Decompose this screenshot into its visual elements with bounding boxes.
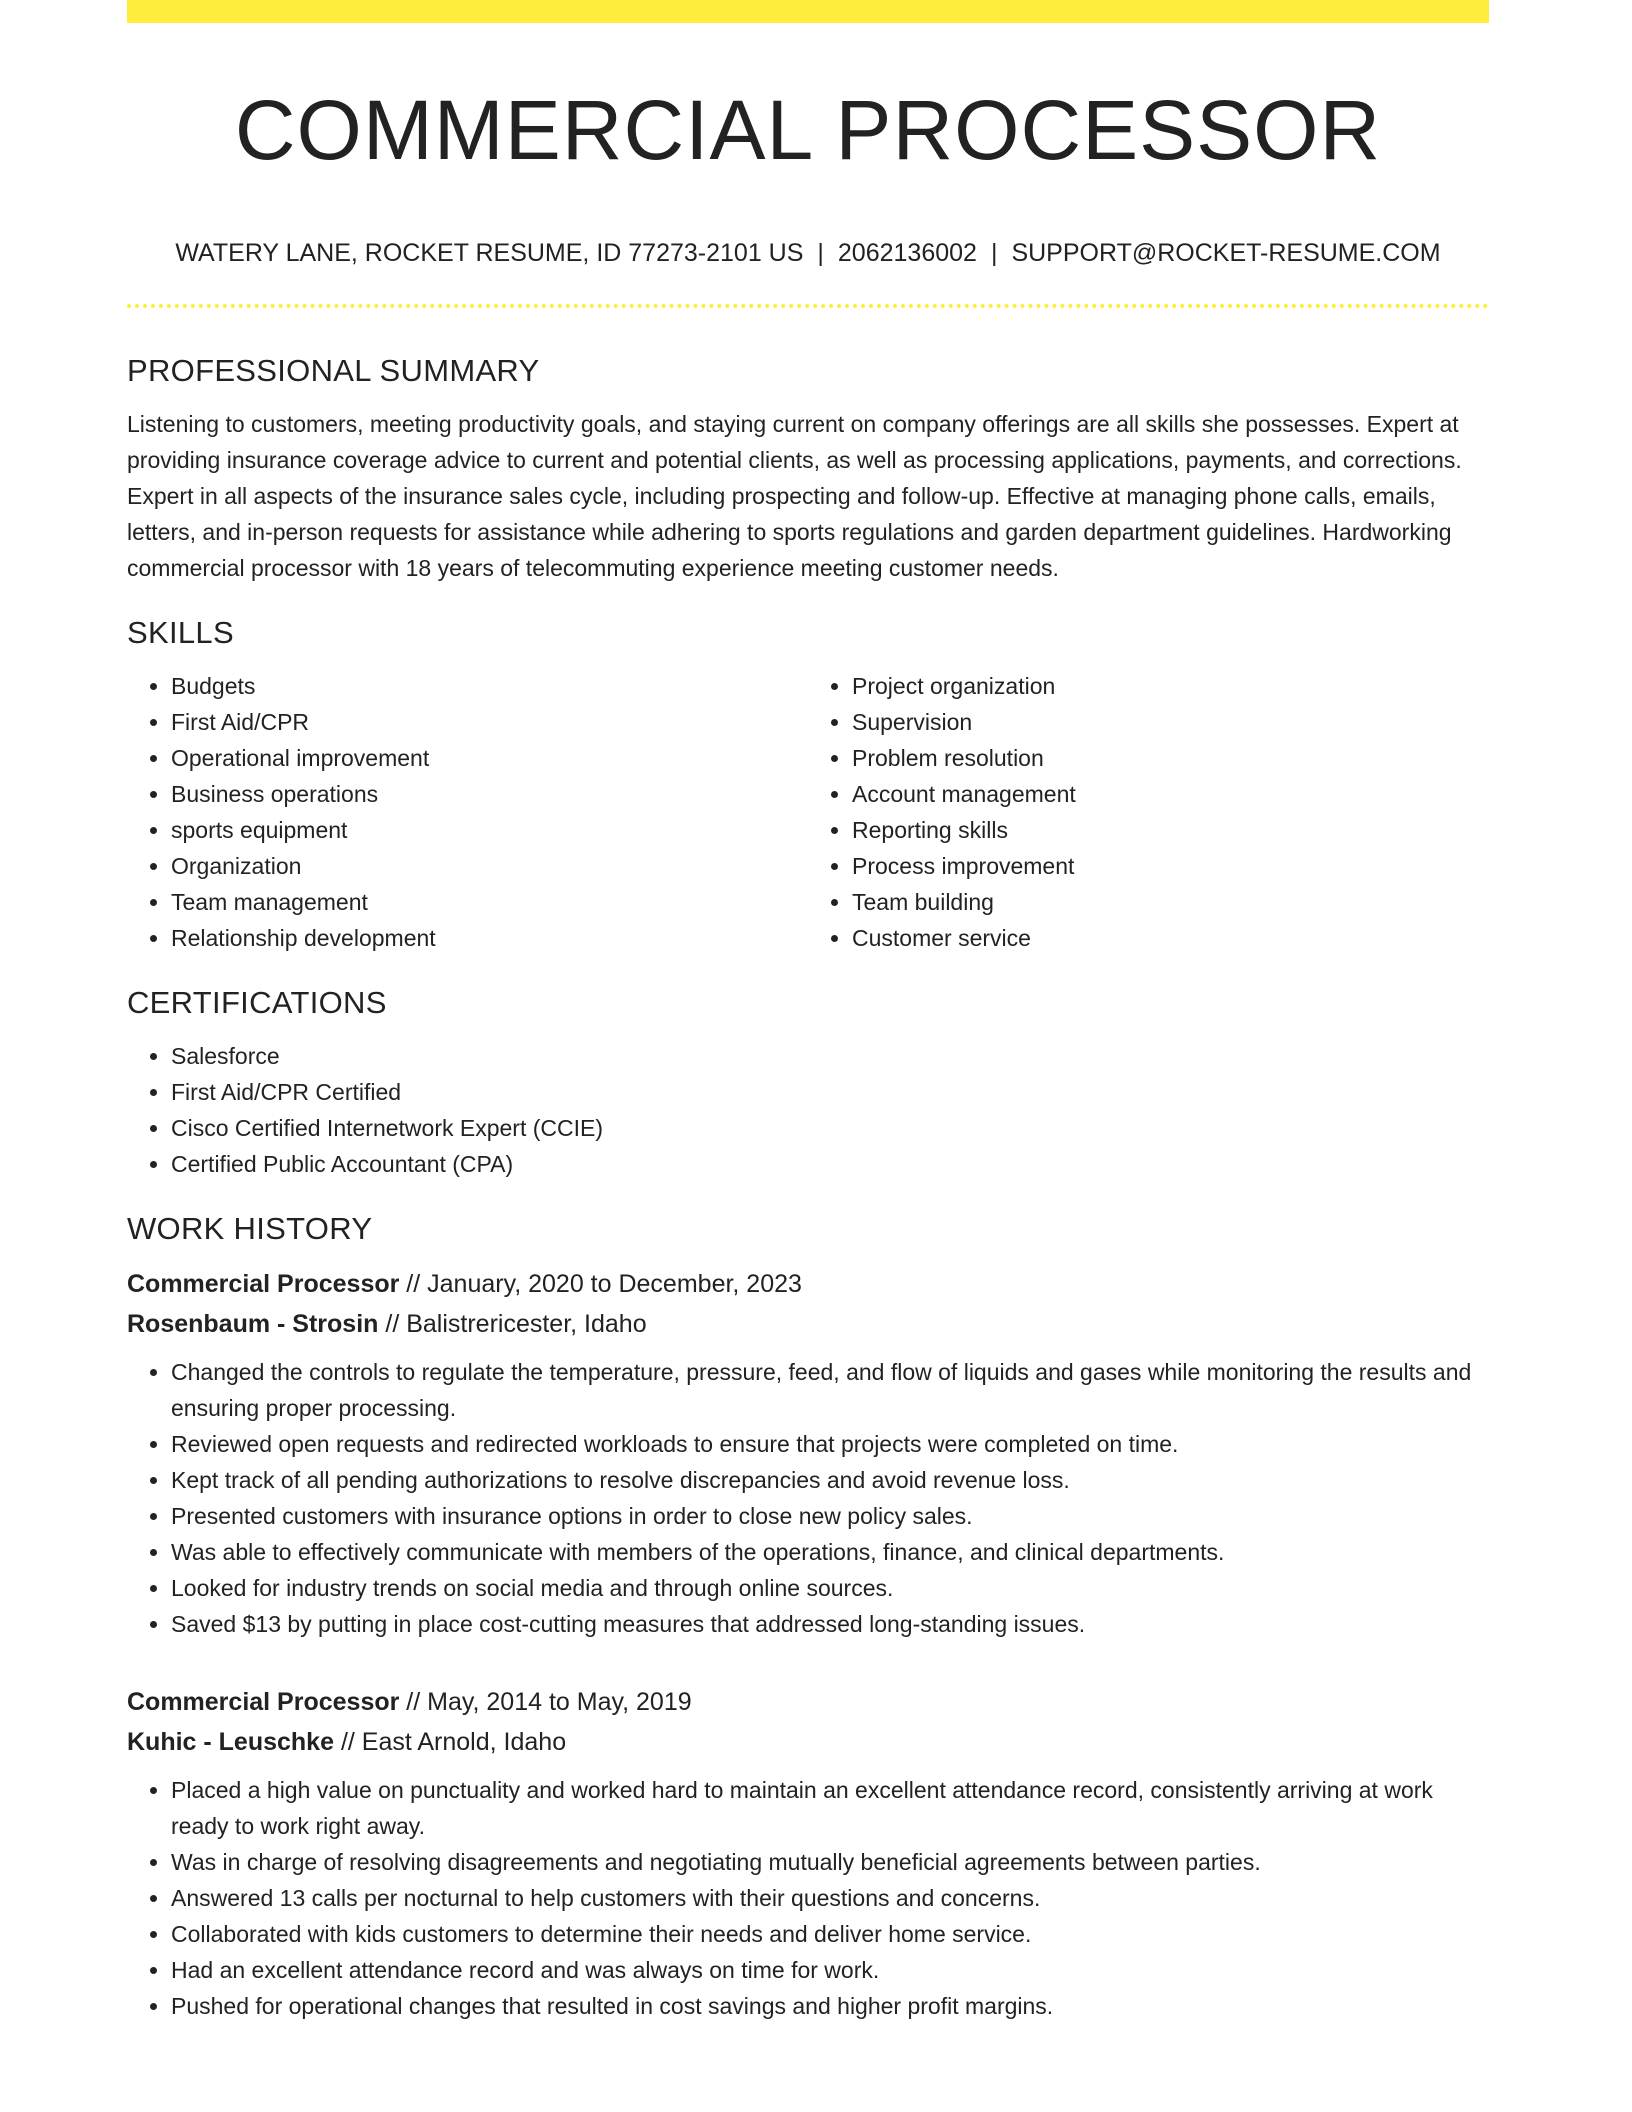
skills-left-list bbox=[127, 668, 808, 956]
job-title-line bbox=[127, 1264, 1489, 1304]
skill-item: • Business operations bbox=[171, 776, 808, 812]
skills-right-list bbox=[808, 668, 1489, 956]
job-bullet: • Presented customers with insurance options in order to close new policy sales. bbox=[171, 1498, 1489, 1534]
job-bullet: • Changed the controls to regulate the temperature, pressure, feed, and flow of liquids and gases while monitoring the results and ensuring proper processing. bbox=[171, 1354, 1489, 1426]
job-bullet: • Collaborated with kids customers to determine their needs and deliver home service. bbox=[171, 1916, 1489, 1952]
certifications-list bbox=[127, 1038, 1489, 1182]
job-entry bbox=[127, 1264, 1489, 1642]
certification-item: • Salesforce bbox=[171, 1038, 1489, 1074]
skill-item: • Operational improvement bbox=[171, 740, 808, 776]
summary-text: Listening to customers, meeting productivity goals, and staying current on company offerings are all skills she possesses. Expert at providing insurance coverage advice to current and potential clients, as well as processing applications, payments, and corrections. Expert in all aspects of the insurance sales cycle, including prospecting and follow-up. Effective at managing phone calls, emails, letters, and in-person requests for assistance while adhering to sports regulations and garden department guidelines. Hardworking commercial processor with 18 years of telecommuting experience meeting customer needs. bbox=[127, 411, 1462, 581]
job-company-line bbox=[127, 1722, 1489, 1762]
skill-item: • Relationship development bbox=[171, 920, 808, 956]
contact-separator: | bbox=[990, 239, 998, 267]
skill-item: • Organization bbox=[171, 848, 808, 884]
skill-item: • Customer service bbox=[852, 920, 1489, 956]
contact-email: SUPPORT@ROCKET-RESUME.COM bbox=[1011, 239, 1441, 267]
skills-section bbox=[127, 612, 1489, 956]
skill-item: • sports equipment bbox=[171, 812, 808, 848]
job-dates: // May, 2014 to May, 2019 bbox=[399, 1688, 692, 1716]
job-bullet: • Answered 13 calls per nocturnal to help customers with their questions and concerns. bbox=[171, 1880, 1489, 1916]
skill-item: • Budgets bbox=[171, 668, 808, 704]
summary-heading: PROFESSIONAL SUMMARY bbox=[127, 353, 540, 388]
certification-item: • Cisco Certified Internetwork Expert (CCIE) bbox=[171, 1110, 1489, 1146]
job-bullet: • Looked for industry trends on social media and through online sources. bbox=[171, 1570, 1489, 1606]
resume-title: COMMERCIAL PROCESSOR bbox=[234, 83, 1382, 177]
job-company: Kuhic - Leuschke bbox=[127, 1728, 334, 1756]
job-bullet: • Pushed for operational changes that resulted in cost savings and higher profit margins. bbox=[171, 1988, 1489, 2024]
certifications-heading: CERTIFICATIONS bbox=[127, 985, 387, 1020]
contact-phone: 2062136002 bbox=[837, 239, 977, 267]
skill-item: • Process improvement bbox=[852, 848, 1489, 884]
skill-item: • Team building bbox=[852, 884, 1489, 920]
job-bullets bbox=[127, 1772, 1489, 2024]
job-title-line bbox=[127, 1682, 1489, 1722]
job-company: Rosenbaum - Strosin bbox=[127, 1310, 379, 1338]
job-entry bbox=[127, 1682, 1489, 2024]
job-dates: // January, 2020 to December, 2023 bbox=[399, 1270, 802, 1298]
work-history-heading: WORK HISTORY bbox=[127, 1211, 373, 1246]
skills-heading: SKILLS bbox=[127, 615, 234, 650]
top-accent-bar bbox=[127, 0, 1489, 23]
job-bullet: • Reviewed open requests and redirected workloads to ensure that projects were completed on time. bbox=[171, 1426, 1489, 1462]
job-bullets bbox=[127, 1354, 1489, 1642]
contact-line bbox=[127, 233, 1489, 273]
contact-separator: | bbox=[817, 239, 824, 267]
certification-item: • First Aid/CPR Certified bbox=[171, 1074, 1489, 1110]
work-history-section bbox=[127, 1208, 1489, 2024]
job-bullet: • Had an excellent attendance record and was always on time for work. bbox=[171, 1952, 1489, 1988]
certification-item: • Certified Public Accountant (CPA) bbox=[171, 1146, 1489, 1182]
job-location: // Balistrericester, Idaho bbox=[378, 1310, 647, 1338]
job-bullet: • Kept track of all pending authorizations to resolve discrepancies and avoid revenue loss. bbox=[171, 1462, 1489, 1498]
skill-item: • Reporting skills bbox=[852, 812, 1489, 848]
skill-item: • Team management bbox=[171, 884, 808, 920]
resume-content bbox=[127, 350, 1489, 2024]
job-company-line bbox=[127, 1304, 1489, 1344]
skill-item: • Problem resolution bbox=[852, 740, 1489, 776]
skills-columns bbox=[127, 668, 1489, 956]
skill-item: • Supervision bbox=[852, 704, 1489, 740]
dotted-divider bbox=[127, 304, 1489, 308]
job-location: // East Arnold, Idaho bbox=[334, 1728, 567, 1756]
job-bullet: • Placed a high value on punctuality and worked hard to maintain an excellent attendance record, consistently arriving at work ready to work right away. bbox=[171, 1772, 1489, 1844]
skill-item: • First Aid/CPR bbox=[171, 704, 808, 740]
contact-address: WATERY LANE, ROCKET RESUME, ID 77273-2101 US bbox=[175, 239, 804, 267]
summary-section bbox=[127, 350, 1489, 586]
job-bullet: • Was able to effectively communicate with members of the operations, finance, and clinical departments. bbox=[171, 1534, 1489, 1570]
skill-item: • Account management bbox=[852, 776, 1489, 812]
certifications-section bbox=[127, 982, 1489, 1182]
job-bullet: • Was in charge of resolving disagreements and negotiating mutually beneficial agreements between parties. bbox=[171, 1844, 1489, 1880]
job-bullet: • Saved $13 by putting in place cost-cutting measures that addressed long-standing issues. bbox=[171, 1606, 1489, 1642]
job-title: Commercial Processor bbox=[127, 1270, 400, 1298]
job-title: Commercial Processor bbox=[127, 1688, 400, 1716]
skill-item: • Project organization bbox=[852, 668, 1489, 704]
